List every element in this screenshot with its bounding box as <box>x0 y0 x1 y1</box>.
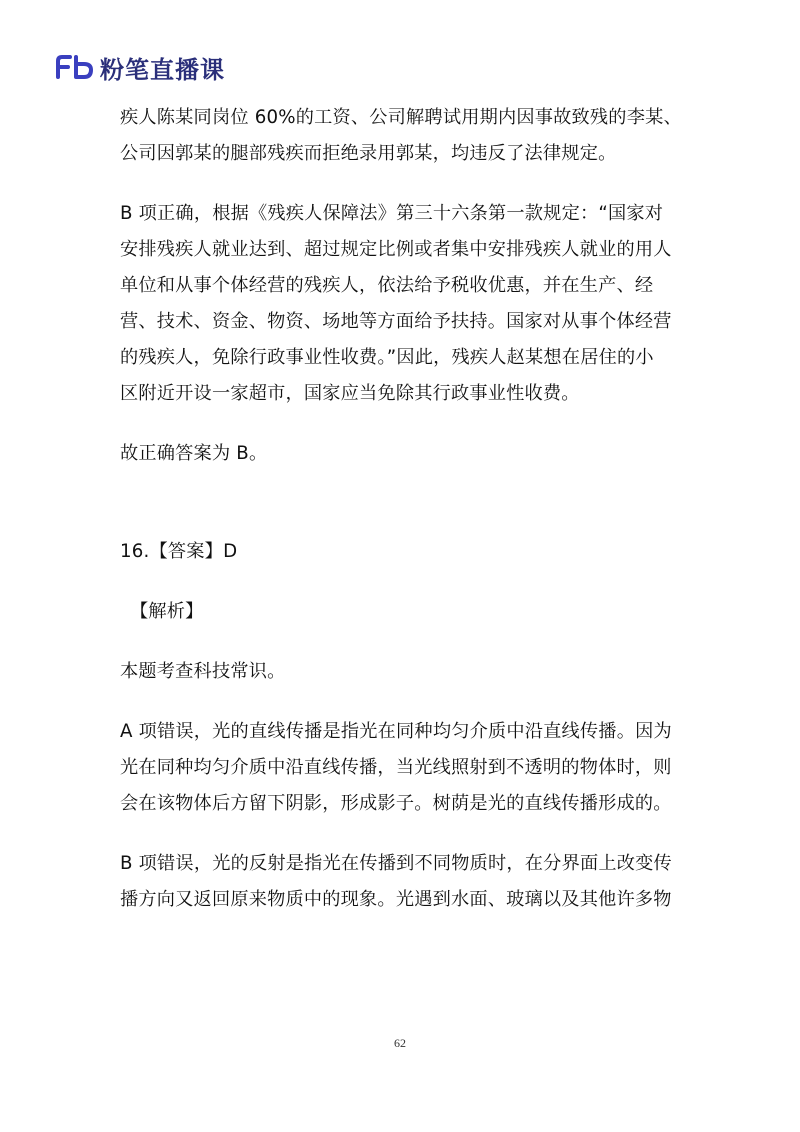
text-line: 播方向又返回原来物质中的现象。光遇到水面、玻璃以及其他许多物 <box>120 889 672 910</box>
paragraph-conclusion <box>120 436 680 472</box>
text-line: 疾人陈某同岗位 60%的工资、公司解聘试用期内因事故致残的李某、 <box>120 107 682 128</box>
fb-logo-icon <box>56 55 94 79</box>
paragraph-continuation <box>120 100 680 172</box>
text-line: B 项正确，根据《残疾人保障法》第三十六条第一款规定：“国家对 <box>120 203 664 224</box>
text-line: B 项错误，光的反射是指光在传播到不同物质时，在分界面上改变传 <box>120 853 672 874</box>
text-line: 安排残疾人就业达到、超过规定比例或者集中安排残疾人就业的用人 <box>120 239 672 260</box>
text-line: 光在同种均匀介质中沿直线传播，当光线照射到不透明的物体时，则 <box>120 757 672 778</box>
brand-name: 粉笔直播课 <box>100 55 225 84</box>
document-body <box>120 100 680 918</box>
question-answer-heading <box>120 534 680 570</box>
text-line: 公司因郭某的腿部残疾而拒绝录用郭某，均违反了法律规定。 <box>120 143 617 164</box>
paragraph-topic <box>120 654 680 690</box>
brand-logo <box>56 50 225 84</box>
text-line: A 项错误，光的直线传播是指光在同种均匀介质中沿直线传播。因为 <box>120 721 672 742</box>
text-line: 16.【答案】D <box>120 541 238 562</box>
text-line: 的残疾人，免除行政事业性收费。”因此，残疾人赵某想在居住的小 <box>120 347 654 368</box>
paragraph-option-a <box>120 714 680 822</box>
text-line: 营、技术、资金、物资、场地等方面给予扶持。国家对从事个体经营 <box>120 311 672 332</box>
text-line: 区附近开设一家超市，国家应当免除其行政事业性收费。 <box>120 383 580 404</box>
text-line: 故正确答案为 B。 <box>120 443 268 464</box>
text-line: 【解析】 <box>130 601 204 622</box>
page-number: 62 <box>394 1036 406 1050</box>
text-line: 本题考查科技常识。 <box>120 661 286 682</box>
text-line: 会在该物体后方留下阴影，形成影子。树荫是光的直线传播形成的。 <box>120 793 672 814</box>
paragraph-option-b <box>120 196 680 412</box>
analysis-heading <box>120 594 680 630</box>
text-line: 单位和从事个体经营的残疾人，依法给予税收优惠，并在生产、经 <box>120 275 654 296</box>
paragraph-option-b-2 <box>120 846 680 918</box>
